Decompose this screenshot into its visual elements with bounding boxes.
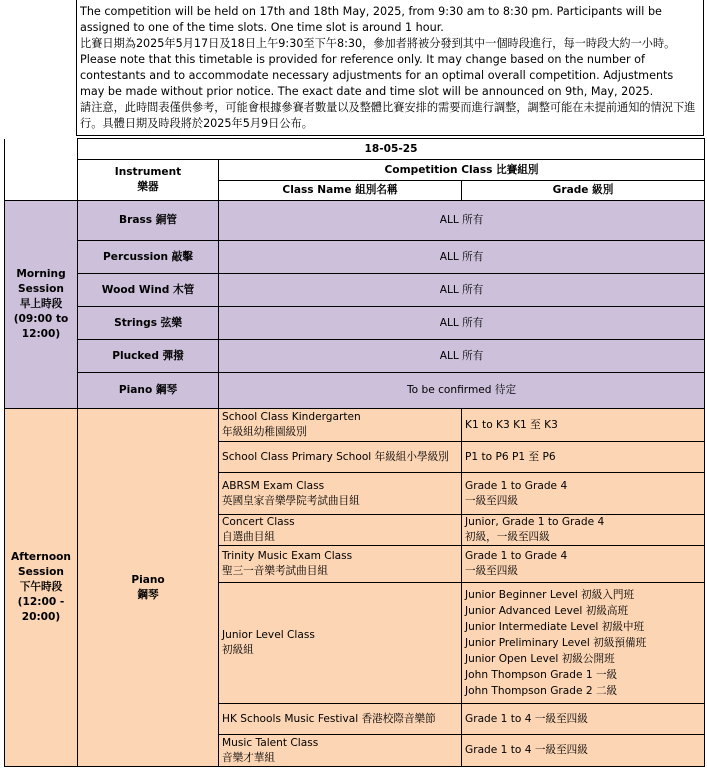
class-name-cell: [219, 473, 462, 515]
grade-line: Junior Preliminary Level 初級預備班: [465, 637, 647, 649]
notice-english-1: The competition will be held on 17th and 18th May, 2025, from 9:30 am to 8:30 pm. Participants will be assigned to one of the time slots. One time slot is around 1 hour.: [80, 5, 662, 34]
notice-chinese-1: 比賽日期為2025年5月17日及18日上午9:30至下午8:30，參加者將被分發到其中一個時段進行，每一時段大約一小時。: [80, 37, 676, 50]
instrument-header-en: Instrument: [114, 166, 182, 178]
class-line: School Class Kindergarten: [222, 411, 361, 423]
grade-line: Junior Advanced Level 初級高班: [465, 605, 629, 617]
instrument-cell: Piano 鋼琴: [78, 373, 219, 409]
class-line: ABRSM Exam Class: [222, 479, 325, 492]
class-value-cell: ALL 所有: [219, 340, 705, 373]
class-line: 聖三一音樂考試曲目組: [222, 565, 328, 577]
header-blank-cell: [5, 139, 78, 201]
instrument-header: [78, 160, 219, 201]
grade-line: Grade 1 to Grade 4: [465, 479, 568, 492]
afternoon-instrument-en: Piano: [131, 573, 165, 586]
grade-line: 一級至四級: [465, 494, 518, 507]
class-line: HK Schools Music Festival 香港校際音樂節: [222, 712, 436, 725]
notice-chinese-2: 請注意，此時間表僅供參考，可能會根據參賽者數量以及整體比賽安排的需要而進行調整，調整可能在未提前通知的情況下進行。具體日期及時段將於2025年5月9日公布。: [80, 101, 696, 130]
class-line: School Class Primary School 年級組小學級別: [222, 450, 449, 463]
morning-session-time1: (09:00 to: [13, 313, 69, 325]
class-line: Junior Level Class: [222, 629, 315, 641]
grade-header: Grade 級別: [462, 181, 705, 201]
grade-line: Grade 1 to Grade 4: [465, 550, 568, 562]
grade-line: Junior Beginner Level 初級入門班: [465, 589, 635, 601]
grade-line: 初級，一級至四級: [465, 531, 550, 543]
grade-cell: [462, 704, 705, 735]
class-value-cell: ALL 所有: [219, 274, 705, 307]
grade-cell: [462, 409, 705, 442]
grade-line: Junior, Grade 1 to Grade 4: [465, 516, 605, 528]
grade-line: 一級至四級: [465, 565, 518, 577]
afternoon-session-zh: 下午時段: [19, 581, 63, 593]
instrument-cell: Brass 銅管: [78, 201, 219, 241]
class-name-cell: [219, 583, 462, 704]
instrument-header-zh: 樂器: [137, 181, 159, 193]
class-line: 自選曲目組: [222, 531, 275, 543]
instrument-cell: Wood Wind 木管: [78, 274, 219, 307]
class-value-cell: ALL 所有: [219, 201, 705, 241]
instrument-cell: Percussion 敲擊: [78, 241, 219, 274]
class-value-cell: ALL 所有: [219, 307, 705, 340]
grade-cell: [462, 473, 705, 515]
grade-cell: [462, 442, 705, 473]
class-value-cell: To be confirmed 待定: [219, 373, 705, 409]
notice-box: [76, 0, 704, 136]
class-name-cell: [219, 409, 462, 442]
notice-english-2: Please note that this timetable is provided for reference only. It may change based on the number of contestants and to accommodate necessary adjustments for an optimal overall competition. Adjustments may be made without prior notice. The exact date and time slot will be announced on 9th, May, 2025.: [80, 53, 674, 98]
grade-line: K1 to K3 K1 至 K3: [465, 418, 558, 431]
afternoon-instrument-cell: [78, 409, 219, 767]
class-line: 初級組: [222, 644, 254, 656]
grade-line: Grade 1 to 4 一級至四級: [465, 744, 588, 756]
class-line: Music Talent Class: [222, 736, 319, 749]
grade-line: Junior Intermediate Level 初級中班: [465, 621, 645, 633]
instrument-cell: Strings 弦樂: [78, 307, 219, 340]
class-name-cell: [219, 546, 462, 583]
afternoon-session-label: [5, 409, 78, 767]
grade-cell: [462, 546, 705, 583]
class-name-cell: [219, 442, 462, 473]
instrument-cell: Plucked 彈撥: [78, 340, 219, 373]
class-name-cell: [219, 515, 462, 546]
morning-session-label: [5, 201, 78, 409]
grade-line: P1 to P6 P1 至 P6: [465, 450, 556, 463]
morning-session-zh: 早上時段: [19, 298, 63, 310]
class-name-cell: [219, 704, 462, 735]
class-name-cell: [219, 735, 462, 767]
grade-line: Junior Open Level 初級公開班: [465, 653, 615, 665]
afternoon-instrument-zh: 鋼琴: [137, 588, 159, 601]
grade-line: John Thompson Grade 2 二級: [465, 685, 618, 697]
afternoon-session-time1: (12:00 -: [17, 596, 65, 608]
morning-session-en1: Morning: [16, 268, 66, 280]
morning-session-time2: 12:00): [21, 328, 61, 340]
class-line: Concert Class: [222, 516, 295, 528]
afternoon-session-time2: 20:00): [21, 611, 61, 623]
class-line: 音樂才華組: [222, 751, 275, 764]
class-name-header: Class Name 組別名稱: [219, 181, 462, 201]
date-header: 18-05-25: [78, 139, 705, 160]
morning-session-en2: Session: [18, 283, 64, 295]
class-line: Trinity Music Exam Class: [222, 550, 353, 562]
class-line: 年級組幼稚園級別: [222, 426, 307, 438]
class-line: 英國皇家音樂學院考試曲目組: [222, 494, 360, 507]
grade-cell: [462, 735, 705, 767]
competition-class-header: Competition Class 比賽組別: [219, 160, 705, 181]
class-value-cell: ALL 所有: [219, 241, 705, 274]
grade-line: Grade 1 to 4 一級至四級: [465, 712, 588, 725]
grade-line: John Thompson Grade 1 一級: [465, 669, 618, 681]
grade-cell: [462, 583, 705, 704]
afternoon-session-en2: Session: [18, 566, 64, 578]
grade-cell: [462, 515, 705, 546]
afternoon-session-en1: Afternoon: [11, 551, 71, 563]
timetable: [4, 138, 705, 767]
